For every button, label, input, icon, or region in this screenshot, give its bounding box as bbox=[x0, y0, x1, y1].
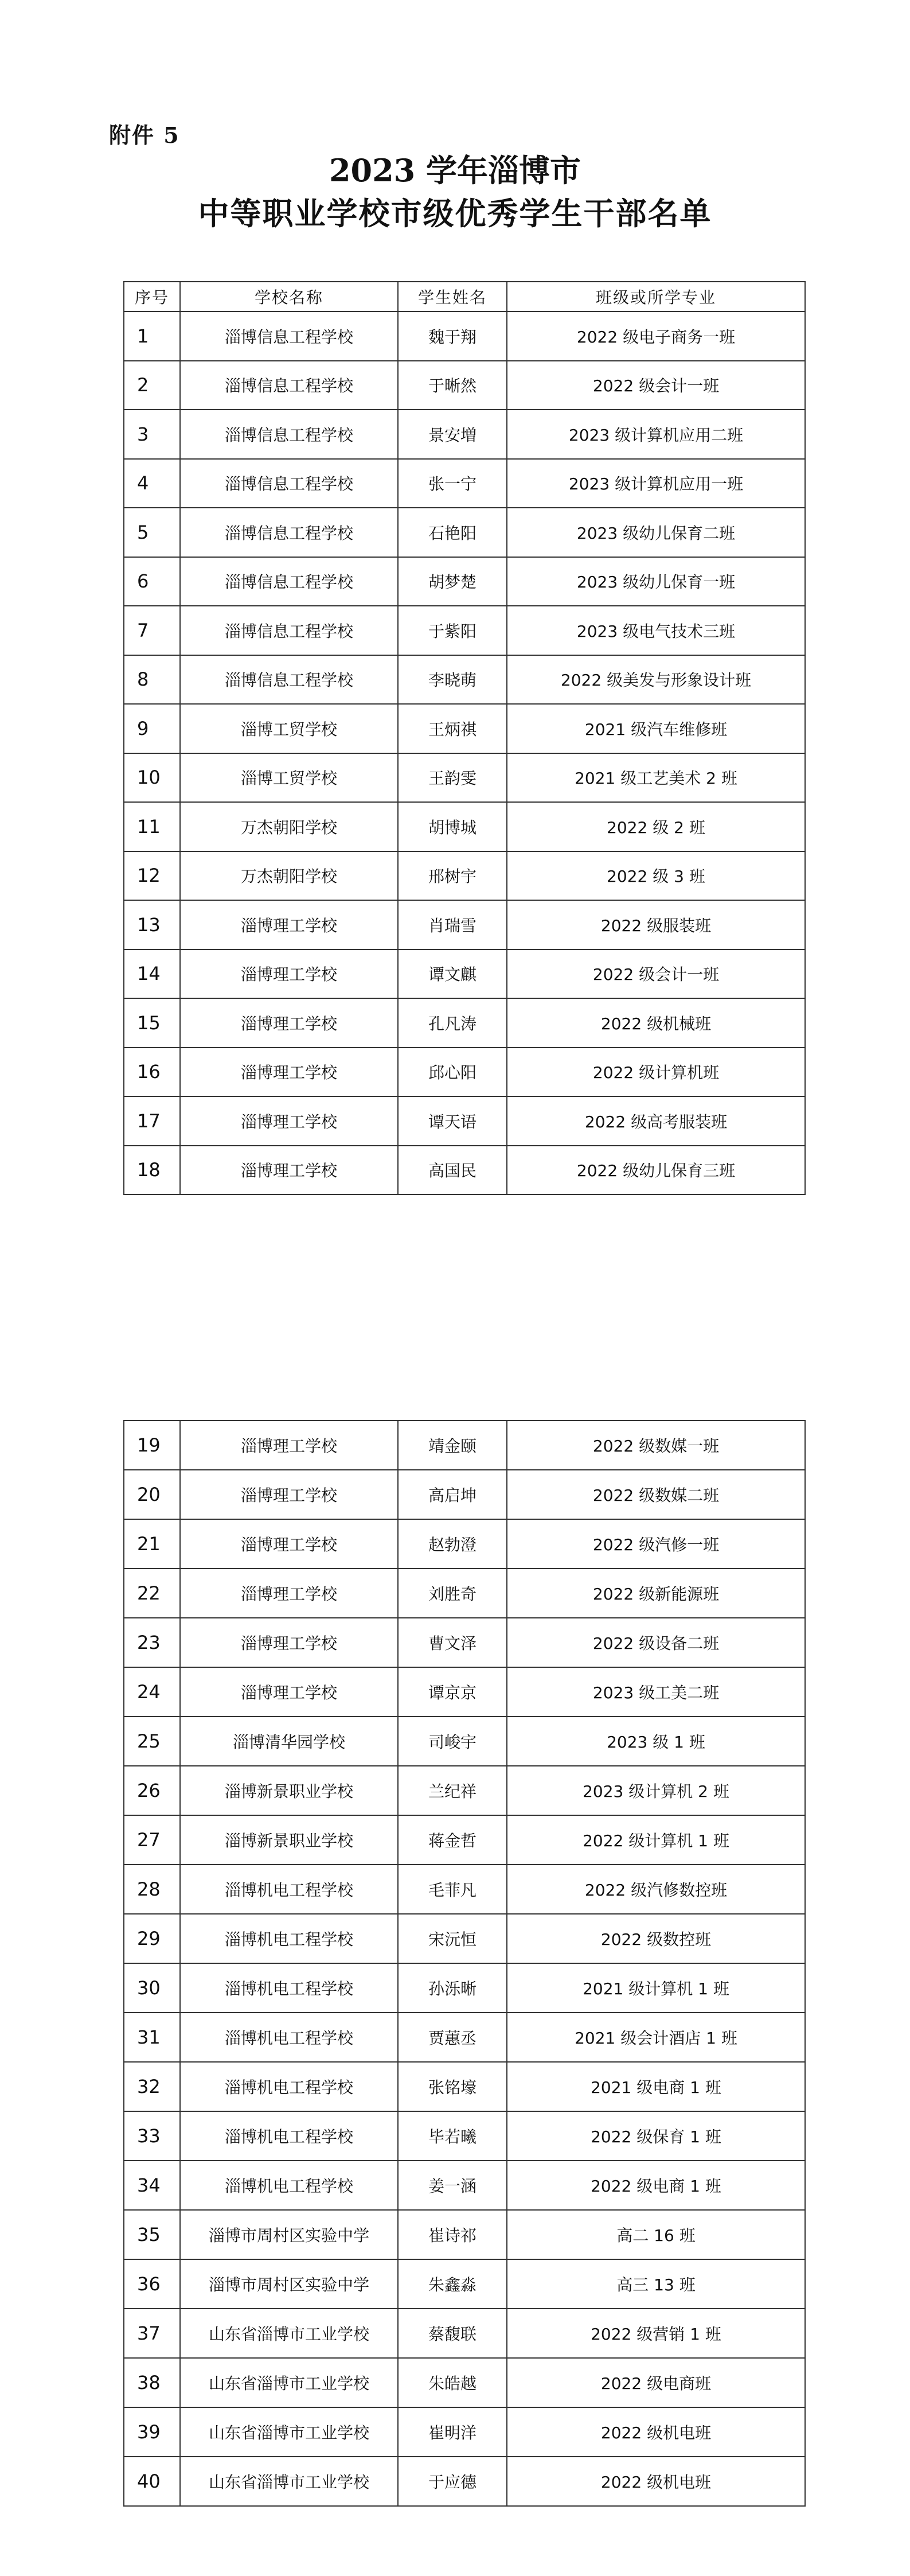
cell-school: 淄博信息工程学校 bbox=[180, 508, 398, 557]
cell-class: 2022 级数控班 bbox=[507, 1914, 805, 1963]
table-row bbox=[124, 2259, 805, 2309]
cell-school: 淄博理工学校 bbox=[180, 950, 398, 999]
cell-school: 山东省淄博市工业学校 bbox=[180, 2309, 398, 2358]
cell-student-name: 谭天语 bbox=[398, 1096, 507, 1146]
cell-school: 淄博机电工程学校 bbox=[180, 2161, 398, 2210]
cell-class: 2022 级美发与形象设计班 bbox=[507, 655, 805, 705]
cell-serial: 25 bbox=[124, 1717, 180, 1766]
cell-student-name: 邱心阳 bbox=[398, 1048, 507, 1097]
cell-class: 2021 级计算机 1 班 bbox=[507, 1963, 805, 2013]
cell-serial: 36 bbox=[124, 2259, 180, 2309]
cell-school: 淄博新景职业学校 bbox=[180, 1815, 398, 1865]
cell-student-name: 曹文泽 bbox=[398, 1618, 507, 1667]
table-row bbox=[124, 2457, 805, 2506]
cell-class: 2023 级计算机应用一班 bbox=[507, 459, 805, 508]
cell-student-name: 胡博城 bbox=[398, 802, 507, 851]
cell-school: 淄博理工学校 bbox=[180, 900, 398, 950]
cell-student-name: 张铭壕 bbox=[398, 2062, 507, 2111]
table-row bbox=[124, 1667, 805, 1717]
cell-school: 淄博工贸学校 bbox=[180, 704, 398, 753]
table-row bbox=[124, 1470, 805, 1519]
cell-school: 淄博理工学校 bbox=[180, 1618, 398, 1667]
cell-school: 淄博机电工程学校 bbox=[180, 1865, 398, 1914]
table-row bbox=[124, 361, 805, 410]
header-serial: 序号 bbox=[124, 282, 180, 312]
cell-class: 2023 级计算机应用二班 bbox=[507, 410, 805, 459]
cell-serial: 34 bbox=[124, 2161, 180, 2210]
cell-school: 淄博理工学校 bbox=[180, 1569, 398, 1618]
cell-school: 淄博市周村区实验中学 bbox=[180, 2259, 398, 2309]
cell-serial: 8 bbox=[124, 655, 180, 705]
cell-class: 2022 级计算机 1 班 bbox=[507, 1815, 805, 1865]
cell-student-name: 孔凡涛 bbox=[398, 998, 507, 1048]
cell-serial: 17 bbox=[124, 1096, 180, 1146]
cell-class: 2022 级设备二班 bbox=[507, 1618, 805, 1667]
table-row bbox=[124, 2013, 805, 2062]
cell-class: 2021 级电商 1 班 bbox=[507, 2062, 805, 2111]
cell-student-name: 崔明洋 bbox=[398, 2407, 507, 2457]
cell-student-name: 高启坤 bbox=[398, 1470, 507, 1519]
cell-serial: 40 bbox=[124, 2457, 180, 2506]
cell-class: 高二 16 班 bbox=[507, 2210, 805, 2259]
cell-class: 高三 13 班 bbox=[507, 2259, 805, 2309]
cell-student-name: 石艳阳 bbox=[398, 508, 507, 557]
cell-serial: 3 bbox=[124, 410, 180, 459]
cell-student-name: 宋沅恒 bbox=[398, 1914, 507, 1963]
cell-serial: 9 bbox=[124, 704, 180, 753]
cell-school: 淄博机电工程学校 bbox=[180, 1963, 398, 2013]
cell-class: 2023 级幼儿保育二班 bbox=[507, 508, 805, 557]
cell-serial: 7 bbox=[124, 606, 180, 655]
cell-serial: 38 bbox=[124, 2358, 180, 2407]
cell-student-name: 毛菲凡 bbox=[398, 1865, 507, 1914]
cell-class: 2022 级幼儿保育三班 bbox=[507, 1146, 805, 1195]
cell-student-name: 蔡馥联 bbox=[398, 2309, 507, 2358]
cell-class: 2022 级会计一班 bbox=[507, 361, 805, 410]
table-row bbox=[124, 2309, 805, 2358]
cell-school: 淄博信息工程学校 bbox=[180, 361, 398, 410]
table-row bbox=[124, 2407, 805, 2457]
cell-school: 淄博信息工程学校 bbox=[180, 410, 398, 459]
cell-serial: 16 bbox=[124, 1048, 180, 1097]
table-row bbox=[124, 459, 805, 508]
student-table-page2 bbox=[123, 1420, 806, 2507]
cell-school: 淄博市周村区实验中学 bbox=[180, 2210, 398, 2259]
cell-class: 2022 级汽修数控班 bbox=[507, 1865, 805, 1914]
header-class: 班级或所学专业 bbox=[507, 282, 805, 312]
cell-student-name: 邢树宇 bbox=[398, 851, 507, 901]
cell-student-name: 兰纪祥 bbox=[398, 1766, 507, 1815]
table-row bbox=[124, 1963, 805, 2013]
table-row bbox=[124, 753, 805, 803]
cell-school: 淄博机电工程学校 bbox=[180, 2013, 398, 2062]
cell-school: 淄博理工学校 bbox=[180, 1667, 398, 1717]
attachment-label: 附件 5 bbox=[109, 122, 180, 148]
cell-class: 2022 级机电班 bbox=[507, 2457, 805, 2506]
cell-school: 淄博清华园学校 bbox=[180, 1717, 398, 1766]
cell-class: 2023 级计算机 2 班 bbox=[507, 1766, 805, 1815]
cell-serial: 31 bbox=[124, 2013, 180, 2062]
cell-school: 山东省淄博市工业学校 bbox=[180, 2358, 398, 2407]
cell-student-name: 李晓萌 bbox=[398, 655, 507, 705]
cell-serial: 32 bbox=[124, 2062, 180, 2111]
document-title-line1: 2023 学年淄博市 bbox=[329, 152, 581, 189]
cell-student-name: 司峻宇 bbox=[398, 1717, 507, 1766]
cell-school: 淄博信息工程学校 bbox=[180, 312, 398, 361]
table-row bbox=[124, 655, 805, 705]
cell-school: 山东省淄博市工业学校 bbox=[180, 2457, 398, 2506]
cell-school: 淄博理工学校 bbox=[180, 1048, 398, 1097]
table-row bbox=[124, 1914, 805, 1963]
cell-student-name: 谭京京 bbox=[398, 1667, 507, 1717]
cell-school: 淄博理工学校 bbox=[180, 998, 398, 1048]
cell-serial: 35 bbox=[124, 2210, 180, 2259]
cell-serial: 26 bbox=[124, 1766, 180, 1815]
cell-serial: 5 bbox=[124, 508, 180, 557]
cell-student-name: 孙泺晰 bbox=[398, 1963, 507, 2013]
cell-school: 淄博理工学校 bbox=[180, 1421, 398, 1470]
table-row bbox=[124, 508, 805, 557]
header-student: 学生姓名 bbox=[398, 282, 507, 312]
cell-student-name: 蒋金哲 bbox=[398, 1815, 507, 1865]
cell-school: 淄博新景职业学校 bbox=[180, 1766, 398, 1815]
table-row bbox=[124, 1815, 805, 1865]
cell-class: 2023 级 1 班 bbox=[507, 1717, 805, 1766]
table-row bbox=[124, 1421, 805, 1470]
cell-serial: 15 bbox=[124, 998, 180, 1048]
table-row bbox=[124, 1048, 805, 1097]
cell-student-name: 于晰然 bbox=[398, 361, 507, 410]
cell-serial: 13 bbox=[124, 900, 180, 950]
cell-student-name: 崔诗祁 bbox=[398, 2210, 507, 2259]
table-row bbox=[124, 1519, 805, 1569]
cell-serial: 4 bbox=[124, 459, 180, 508]
cell-class: 2021 级工艺美术 2 班 bbox=[507, 753, 805, 803]
table-row bbox=[124, 900, 805, 950]
table-row bbox=[124, 1569, 805, 1618]
cell-class: 2022 级机械班 bbox=[507, 998, 805, 1048]
table-row bbox=[124, 851, 805, 901]
cell-class: 2022 级 3 班 bbox=[507, 851, 805, 901]
cell-school: 淄博工贸学校 bbox=[180, 753, 398, 803]
table-row bbox=[124, 2210, 805, 2259]
cell-class: 2022 级高考服装班 bbox=[507, 1096, 805, 1146]
cell-class: 2022 级会计一班 bbox=[507, 950, 805, 999]
table-row bbox=[124, 2111, 805, 2161]
cell-student-name: 于应德 bbox=[398, 2457, 507, 2506]
cell-student-name: 姜一涵 bbox=[398, 2161, 507, 2210]
table-header-row bbox=[124, 282, 805, 312]
cell-school: 淄博信息工程学校 bbox=[180, 655, 398, 705]
table-row bbox=[124, 1096, 805, 1146]
table-row bbox=[124, 1865, 805, 1914]
cell-serial: 28 bbox=[124, 1865, 180, 1914]
cell-school: 淄博信息工程学校 bbox=[180, 459, 398, 508]
cell-class: 2022 级汽修一班 bbox=[507, 1519, 805, 1569]
cell-serial: 30 bbox=[124, 1963, 180, 2013]
cell-student-name: 谭文麒 bbox=[398, 950, 507, 999]
cell-serial: 20 bbox=[124, 1470, 180, 1519]
cell-school: 淄博理工学校 bbox=[180, 1470, 398, 1519]
cell-student-name: 王韵雯 bbox=[398, 753, 507, 803]
cell-class: 2021 级会计酒店 1 班 bbox=[507, 2013, 805, 2062]
cell-student-name: 张一宁 bbox=[398, 459, 507, 508]
cell-serial: 18 bbox=[124, 1146, 180, 1195]
cell-class: 2023 级幼儿保育一班 bbox=[507, 557, 805, 606]
cell-class: 2022 级计算机班 bbox=[507, 1048, 805, 1097]
cell-serial: 6 bbox=[124, 557, 180, 606]
table-row bbox=[124, 1717, 805, 1766]
cell-serial: 24 bbox=[124, 1667, 180, 1717]
cell-school: 淄博机电工程学校 bbox=[180, 2062, 398, 2111]
table-row bbox=[124, 312, 805, 361]
cell-class: 2022 级数媒二班 bbox=[507, 1470, 805, 1519]
cell-serial: 14 bbox=[124, 950, 180, 999]
cell-school: 淄博理工学校 bbox=[180, 1519, 398, 1569]
table-row bbox=[124, 2358, 805, 2407]
cell-student-name: 王炳祺 bbox=[398, 704, 507, 753]
cell-student-name: 朱皓越 bbox=[398, 2358, 507, 2407]
cell-school: 淄博信息工程学校 bbox=[180, 606, 398, 655]
table-row bbox=[124, 2161, 805, 2210]
cell-class: 2022 级电商班 bbox=[507, 2358, 805, 2407]
cell-school: 淄博理工学校 bbox=[180, 1096, 398, 1146]
cell-class: 2023 级电气技术三班 bbox=[507, 606, 805, 655]
table-row bbox=[124, 704, 805, 753]
cell-serial: 11 bbox=[124, 802, 180, 851]
cell-serial: 12 bbox=[124, 851, 180, 901]
cell-serial: 23 bbox=[124, 1618, 180, 1667]
cell-serial: 10 bbox=[124, 753, 180, 803]
table-row bbox=[124, 998, 805, 1048]
cell-serial: 2 bbox=[124, 361, 180, 410]
cell-student-name: 贾蕙丞 bbox=[398, 2013, 507, 2062]
cell-student-name: 魏于翔 bbox=[398, 312, 507, 361]
table-row bbox=[124, 1618, 805, 1667]
cell-serial: 19 bbox=[124, 1421, 180, 1470]
table-row bbox=[124, 410, 805, 459]
cell-serial: 33 bbox=[124, 2111, 180, 2161]
cell-student-name: 于紫阳 bbox=[398, 606, 507, 655]
cell-class: 2022 级营销 1 班 bbox=[507, 2309, 805, 2358]
cell-serial: 1 bbox=[124, 312, 180, 361]
cell-school: 万杰朝阳学校 bbox=[180, 851, 398, 901]
cell-class: 2023 级工美二班 bbox=[507, 1667, 805, 1717]
cell-school: 淄博理工学校 bbox=[180, 1146, 398, 1195]
cell-class: 2022 级电商 1 班 bbox=[507, 2161, 805, 2210]
table-row bbox=[124, 1766, 805, 1815]
table-row bbox=[124, 802, 805, 851]
cell-student-name: 靖金颐 bbox=[398, 1421, 507, 1470]
cell-class: 2021 级汽车维修班 bbox=[507, 704, 805, 753]
cell-class: 2022 级数媒一班 bbox=[507, 1421, 805, 1470]
cell-class: 2022 级 2 班 bbox=[507, 802, 805, 851]
cell-student-name: 毕若曦 bbox=[398, 2111, 507, 2161]
cell-class: 2022 级机电班 bbox=[507, 2407, 805, 2457]
header-school: 学校名称 bbox=[180, 282, 398, 312]
cell-school: 淄博信息工程学校 bbox=[180, 557, 398, 606]
cell-student-name: 高国民 bbox=[398, 1146, 507, 1195]
cell-student-name: 胡梦楚 bbox=[398, 557, 507, 606]
cell-student-name: 刘胜奇 bbox=[398, 1569, 507, 1618]
table-row bbox=[124, 1146, 805, 1195]
cell-serial: 27 bbox=[124, 1815, 180, 1865]
table-row bbox=[124, 557, 805, 606]
cell-school: 淄博机电工程学校 bbox=[180, 2111, 398, 2161]
table-row bbox=[124, 606, 805, 655]
cell-student-name: 朱鑫淼 bbox=[398, 2259, 507, 2309]
student-table-page1 bbox=[123, 281, 806, 1195]
cell-class: 2022 级电子商务一班 bbox=[507, 312, 805, 361]
document-title-line2: 中等职业学校市级优秀学生干部名单 bbox=[198, 195, 712, 232]
cell-serial: 29 bbox=[124, 1914, 180, 1963]
cell-serial: 22 bbox=[124, 1569, 180, 1618]
cell-class: 2022 级服装班 bbox=[507, 900, 805, 950]
cell-student-name: 景安増 bbox=[398, 410, 507, 459]
cell-class: 2022 级保育 1 班 bbox=[507, 2111, 805, 2161]
table-row bbox=[124, 950, 805, 999]
cell-school: 万杰朝阳学校 bbox=[180, 802, 398, 851]
cell-serial: 37 bbox=[124, 2309, 180, 2358]
cell-school: 山东省淄博市工业学校 bbox=[180, 2407, 398, 2457]
cell-class: 2022 级新能源班 bbox=[507, 1569, 805, 1618]
cell-serial: 39 bbox=[124, 2407, 180, 2457]
cell-student-name: 赵勃澄 bbox=[398, 1519, 507, 1569]
cell-student-name: 肖瑞雪 bbox=[398, 900, 507, 950]
table-row bbox=[124, 2062, 805, 2111]
cell-serial: 21 bbox=[124, 1519, 180, 1569]
cell-school: 淄博机电工程学校 bbox=[180, 1914, 398, 1963]
